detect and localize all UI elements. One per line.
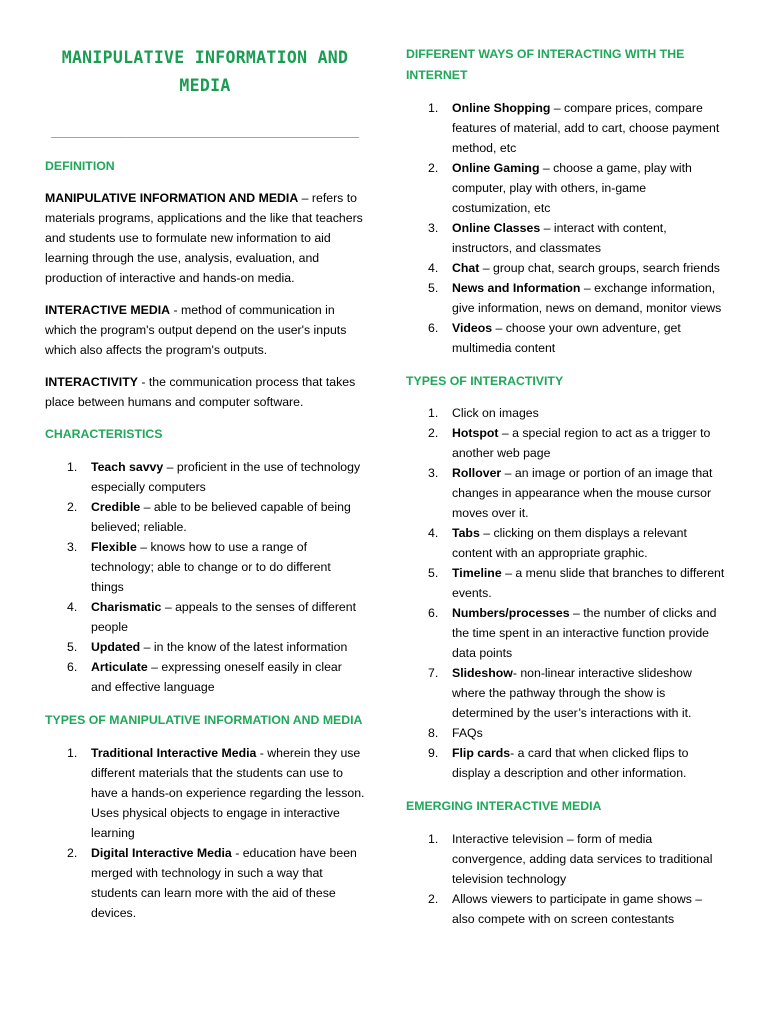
item-text: – a menu slide that branches to different events. bbox=[452, 566, 725, 600]
item-term: Updated bbox=[91, 640, 141, 654]
definition-term: INTERACTIVE MEDIA bbox=[45, 303, 171, 317]
list-item: 5. Updated – in the know of the latest information bbox=[67, 640, 348, 654]
list-item: 5. News and Information – exchange information, give information, news on demand, monitor views bbox=[428, 281, 722, 315]
item-term: Traditional Interactive Media bbox=[91, 746, 257, 760]
list-item: 1. Online Shopping – compare prices, compare features of material, add to cart, choose payment method, etc bbox=[428, 101, 720, 155]
item-text: – an image or portion of an image that changes in appearance when the mouse cursor moves over it. bbox=[452, 466, 713, 520]
characteristics-heading: CHARACTERISTICS bbox=[45, 427, 163, 441]
item-term: News and Information bbox=[452, 281, 581, 295]
item-text: – choose a game, play with computer, play with others, in-game costumization, etc bbox=[452, 161, 692, 215]
item-text: – choose your own adventure, get multimedia content bbox=[452, 321, 681, 355]
emerging-section bbox=[406, 796, 728, 929]
item-term: Flip cards bbox=[452, 746, 511, 760]
item-text: FAQs bbox=[452, 726, 483, 740]
item-term: Articulate bbox=[91, 660, 148, 674]
item-text: – the number of clicks and the time spent in an interactive function provide data points bbox=[452, 606, 717, 660]
title-underline: ________________________________ bbox=[50, 119, 360, 138]
item-term: Rollover bbox=[452, 466, 502, 480]
list-item: 2. Digital Interactive Media - education have been merged with technology in such a way that students can learn more with the aid of these devices. bbox=[67, 846, 357, 920]
item-term: Credible bbox=[91, 500, 141, 514]
definition-paragraph bbox=[45, 300, 365, 360]
definition-text: - method of communication in which the program's output depend on the user's inputs which also affects the program's outputs. bbox=[45, 303, 347, 357]
ways-internet-heading: DIFFERENT WAYS OF INTERACTING WITH THE INTERNET bbox=[406, 47, 685, 82]
item-term: Hotspot bbox=[452, 426, 499, 440]
item-text: – expressing oneself easily in clear and effective language bbox=[91, 660, 342, 694]
list-item: 6. Numbers/processes – the number of clicks and the time spent in an interactive function provide data points bbox=[428, 606, 717, 660]
list-item: 5. Timeline – a menu slide that branches to different events. bbox=[428, 566, 725, 600]
item-text: - wherein they use different materials that the students can use to have a hands-on experience regarding the lesson. Uses physical objects to engage in interactive learning bbox=[91, 746, 365, 840]
definition-heading: DEFINITION bbox=[45, 159, 115, 173]
definition-text: – refers to materials programs, applications and the like that teachers and students use to formulate new information to aid learning through the use, analysis, evaluation, and production of interactive and hands-on media. bbox=[45, 191, 363, 285]
item-text: – clicking on them displays a relevant content with an appropriate graphic. bbox=[452, 526, 687, 560]
item-term: Online Classes bbox=[452, 221, 541, 235]
list-item: 7. Slideshow- non-linear interactive slideshow where the pathway through the show is determined by the user’s interactions with it. bbox=[428, 666, 692, 720]
item-term: Online Shopping bbox=[452, 101, 551, 115]
list-item: 4. Charismatic – appeals to the senses of different people bbox=[67, 600, 357, 634]
ways-internet-list bbox=[406, 98, 728, 358]
item-text: Click on images bbox=[452, 406, 539, 420]
item-text: - non-linear interactive slideshow where the pathway through the show is determined by the user’s interactions with it. bbox=[452, 666, 692, 720]
item-text: – group chat, search groups, search friends bbox=[479, 261, 720, 275]
item-text: – knows how to use a range of technology; able to change or to do different things bbox=[91, 540, 331, 594]
types-interactivity-list bbox=[406, 403, 728, 783]
item-text: – appeals to the senses of different people bbox=[91, 600, 357, 634]
list-item: 4. Tabs – clicking on them displays a relevant content with an appropriate graphic. bbox=[428, 526, 687, 560]
item-term: Flexible bbox=[91, 540, 137, 554]
item-text: – interact with content, instructors, and classmates bbox=[452, 221, 667, 255]
definition-text: - the communication process that takes place between humans and computer software. bbox=[45, 375, 356, 409]
definition-paragraph bbox=[45, 188, 365, 288]
list-item: 3. Rollover – an image or portion of an image that changes in appearance when the mouse cursor moves over it. bbox=[428, 466, 713, 520]
list-item: 1. Teach savvy – proficient in the use of technology especially computers bbox=[67, 460, 361, 494]
list-item: 9. Flip cards- a card that when clicked flips to display a description and other information. bbox=[428, 746, 689, 780]
types-interactivity-heading: TYPES OF INTERACTIVITY bbox=[406, 374, 564, 388]
list-item: 8. FAQs bbox=[428, 726, 483, 740]
item-term: Teach savvy bbox=[91, 460, 164, 474]
list-item: 1. Interactive television – form of media convergence, adding data services to traditional television technology bbox=[428, 832, 713, 886]
types-media-section bbox=[45, 710, 365, 923]
list-item: 4. Chat – group chat, search groups, search friends bbox=[428, 261, 720, 275]
item-text: Allows viewers to participate in game shows – also compete with on screen contestants bbox=[452, 892, 703, 926]
item-text: - education have been merged with technology in such a way that students can learn more with the aid of these devices. bbox=[91, 846, 357, 920]
definition-section bbox=[45, 156, 365, 412]
item-text: – in the know of the latest information bbox=[140, 640, 348, 654]
item-term: Videos bbox=[452, 321, 493, 335]
item-term: Timeline bbox=[452, 566, 502, 580]
item-term: Tabs bbox=[452, 526, 480, 540]
item-text: – exchange information, give information, news on demand, monitor views bbox=[452, 281, 722, 315]
definition-term: INTERACTIVITY bbox=[45, 375, 138, 389]
types-media-heading: TYPES OF MANIPULATIVE INFORMATION AND MEDIA bbox=[45, 713, 363, 727]
list-item: 1. Click on images bbox=[428, 406, 539, 420]
item-text: – proficient in the use of technology especially computers bbox=[91, 460, 361, 494]
list-item: 3. Online Classes – interact with content, instructors, and classmates bbox=[428, 221, 667, 255]
characteristics-list bbox=[45, 457, 365, 697]
item-term: Digital Interactive Media bbox=[91, 846, 232, 860]
list-item: 3. Flexible – knows how to use a range of technology; able to change or to do different things bbox=[67, 540, 331, 594]
right-column bbox=[406, 0, 728, 929]
list-item: 2. Online Gaming – choose a game, play with computer, play with others, in-game costumization, etc bbox=[428, 161, 692, 215]
list-item: 2. Allows viewers to participate in game shows – also compete with on screen contestants bbox=[428, 892, 703, 926]
list-item: 1. Traditional Interactive Media - wherein they use different materials that the students can use to have a hands-on experience regarding the lesson. Uses physical objects to engage in interactive learning bbox=[67, 746, 365, 840]
characteristics-section bbox=[45, 424, 365, 697]
item-term: Numbers/processes bbox=[452, 606, 570, 620]
definition-term: MANIPULATIVE INFORMATION AND MEDIA bbox=[45, 191, 299, 205]
item-text: – compare prices, compare features of material, add to cart, choose payment method, etc bbox=[452, 101, 720, 155]
types-interactivity-section bbox=[406, 371, 728, 783]
item-term: Chat bbox=[452, 261, 480, 275]
item-text: – a special region to act as a trigger to another web page bbox=[452, 426, 711, 460]
types-media-list bbox=[45, 743, 365, 923]
emerging-heading: EMERGING INTERACTIVE MEDIA bbox=[406, 799, 602, 813]
item-text: - a card that when clicked flips to display a description and other information. bbox=[452, 746, 689, 780]
item-term: Charismatic bbox=[91, 600, 162, 614]
ways-internet-section bbox=[406, 0, 728, 358]
definition-paragraph bbox=[45, 372, 365, 412]
page-title: MANIPULATIVE INFORMATION AND MEDIA bbox=[61, 48, 349, 95]
list-item: 2. Credible – able to be believed capable of being believed; reliable. bbox=[67, 500, 351, 534]
item-text: Interactive television – form of media convergence, adding data services to traditional television technology bbox=[452, 832, 713, 886]
item-term: Slideshow bbox=[452, 666, 513, 680]
left-column bbox=[45, 0, 365, 923]
item-text: – able to be believed capable of being believed; reliable. bbox=[91, 500, 351, 534]
emerging-list bbox=[406, 829, 728, 929]
item-term: Online Gaming bbox=[452, 161, 540, 175]
list-item: 2. Hotspot – a special region to act as a trigger to another web page bbox=[428, 426, 711, 460]
list-item: 6. Videos – choose your own adventure, get multimedia content bbox=[428, 321, 681, 355]
list-item: 6. Articulate – expressing oneself easily in clear and effective language bbox=[67, 660, 342, 694]
